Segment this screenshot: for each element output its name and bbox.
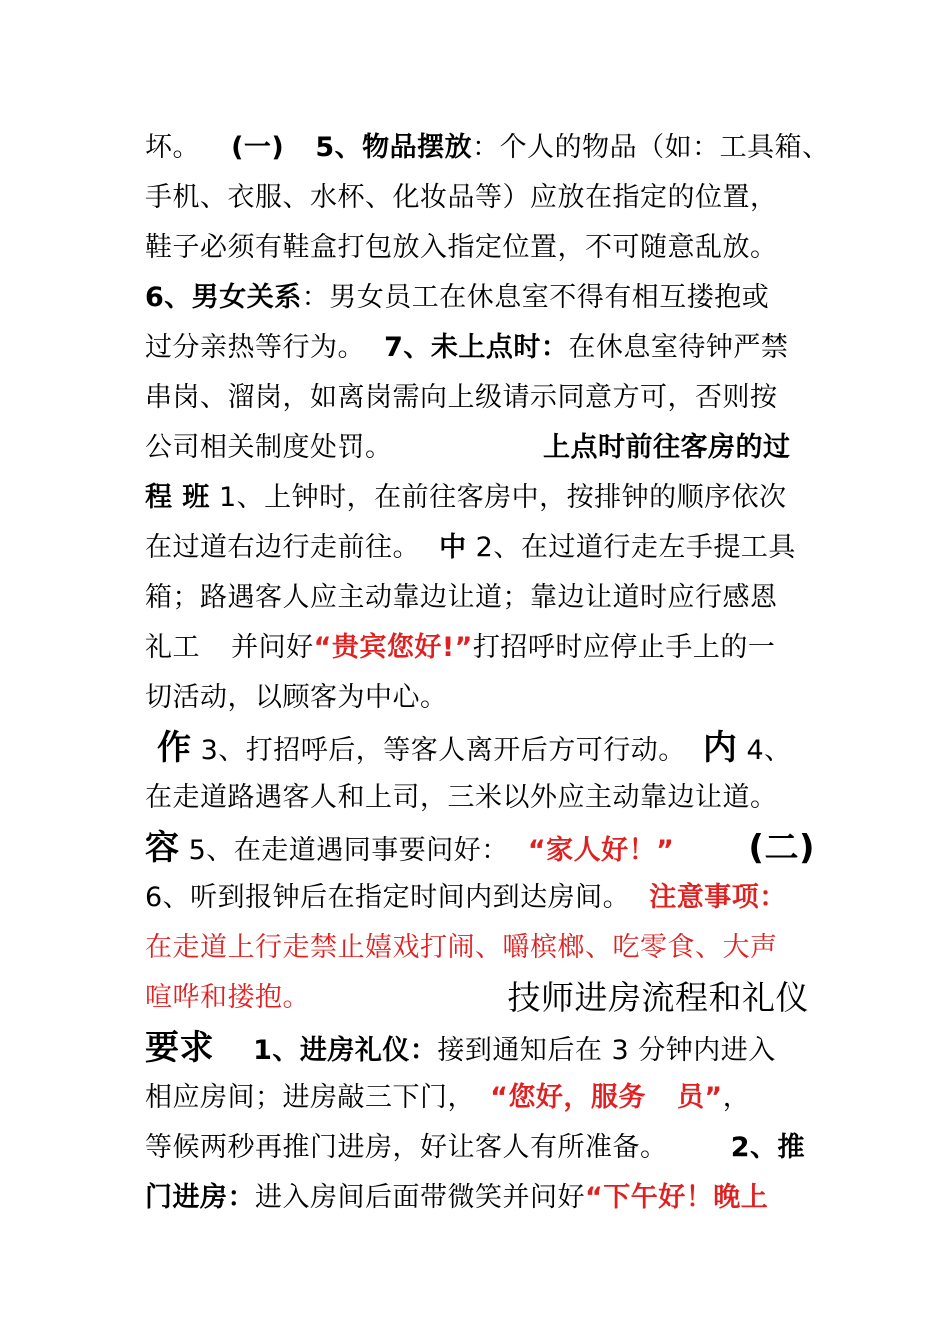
item-heading: 6、男女关系: [145, 282, 302, 313]
text-run: 在过道右边行走前往。: [145, 532, 420, 563]
text-line: [145, 728, 825, 768]
text-line: [145, 878, 825, 918]
text-line: [145, 1178, 825, 1218]
notice-text: 喧哗和搂抱。: [145, 982, 310, 1013]
text-run: 切活动，以顾客为中心。: [145, 682, 448, 713]
text-run: 2、在过道行走左手提工具: [466, 532, 796, 563]
text-line: [145, 628, 825, 668]
section-marker: (一): [231, 132, 285, 163]
item-heading: 门进房：: [145, 1182, 255, 1213]
text-run: 6、听到报钟后在指定时间内到达房间。: [145, 882, 631, 913]
greeting-phrase: “家人好！”: [527, 835, 675, 866]
text-line: [145, 1078, 825, 1118]
text-run: 并问好: [231, 632, 314, 663]
text-line: [145, 1128, 825, 1168]
side-heading-char: 容: [145, 828, 180, 868]
text-line: [145, 278, 825, 318]
text-line: [145, 828, 825, 868]
text-line: [145, 328, 825, 368]
item-heading: 7、未上点时：: [384, 332, 569, 363]
text-run: 5、在走道遇同事要问好：: [179, 835, 509, 866]
side-heading-char: 内: [702, 728, 738, 768]
text-run: 进入房间后面带微笑并问好: [255, 1182, 585, 1213]
greeting-phrase: “贵宾您好!”: [313, 632, 473, 663]
text-run: 公司相关制度处罚。: [145, 432, 393, 463]
text-line: [145, 928, 825, 968]
text-line: [145, 678, 825, 718]
text-run: 在走道路遇客人和上司，三米以外应主动靠边让道。: [145, 782, 778, 813]
text-run: 相应房间；进房敲三下门，: [145, 1082, 475, 1113]
text-run: 串岗、溜岗，如离岗需向上级请示同意方可，否则按: [145, 382, 778, 413]
text-run: ，: [722, 1082, 751, 1113]
text-run: 坏。: [145, 132, 200, 163]
text-line: [145, 1028, 825, 1068]
text-run: 1、上钟时，在前往客房中，按排钟的顺序依次: [209, 482, 787, 513]
greeting-phrase: “下午好！晚上: [585, 1182, 769, 1213]
text-line: [145, 478, 825, 518]
section-heading: 上点时前往客房的过: [543, 432, 791, 463]
text-line: [145, 978, 825, 1018]
text-run: 箱；路遇客人应主动靠边让道；靠边让道时应行感恩: [145, 582, 778, 613]
text-line: [145, 228, 825, 268]
greeting-phrase: “您好，服务: [490, 1082, 646, 1113]
text-line: [145, 578, 825, 618]
item-heading: 2、推: [730, 1132, 805, 1163]
notice-text: 在走道上行走禁止嬉戏打闹、嚼槟榔、吃零食、大声: [145, 932, 778, 963]
side-heading-char: 程 班: [145, 482, 210, 513]
section-marker: (二): [748, 828, 815, 868]
text-run: 在休息室待钟严禁: [568, 332, 789, 363]
text-run: ：男女员工在休息室不得有相互搂抱或: [301, 282, 770, 313]
side-heading-char: 中: [439, 532, 467, 563]
item-heading: 1、进房礼仪：: [253, 1035, 438, 1066]
text-line: [145, 778, 825, 818]
section-heading: 技师进房流程和礼仪: [507, 978, 809, 1017]
notice-heading: 注意事项：: [649, 882, 787, 913]
text-line: [145, 128, 830, 168]
text-run: 接到通知后在 3 分钟内进入: [437, 1035, 776, 1066]
text-run: 3、打招呼后，等客人离开后方可行动。: [191, 735, 686, 766]
text-run: 4、: [737, 735, 792, 766]
text-line: [145, 378, 825, 418]
text-run: 过分亲热等行为。: [145, 332, 365, 363]
section-heading: 要求: [145, 1028, 214, 1068]
text-run: 鞋子必须有鞋盒打包放入指定位置，不可随意乱放。: [145, 232, 778, 263]
side-heading-char: 作: [157, 728, 192, 768]
text-run: ：个人的物品（如：工具箱、: [472, 132, 830, 163]
text-line: [145, 178, 825, 218]
side-heading-char: 礼工: [145, 632, 200, 663]
text-run: 等候两秒再推门进房，好让客人有所准备。: [145, 1132, 668, 1163]
text-run: 手机、衣服、水杯、化妆品等）应放在指定的位置，: [145, 182, 778, 213]
text-run: 打招呼时应停止手上的一: [472, 632, 776, 663]
item-heading: 5、物品摆放: [315, 132, 473, 163]
text-line: [145, 528, 825, 568]
text-line: [145, 428, 825, 468]
greeting-phrase: 员”: [676, 1082, 723, 1113]
